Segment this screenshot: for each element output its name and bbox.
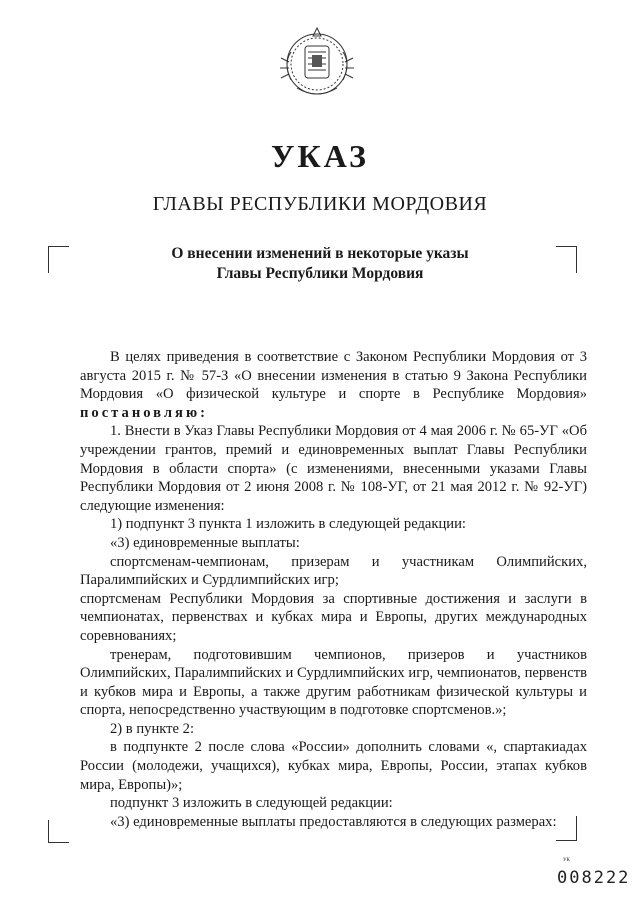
- paragraph-8: в подпункте 2 после слова «России» дополнить словами «, спартакиадах России (молодежи, учащихся), кубках мира, Европы, России, этапах кубков мира, Европы)»;: [80, 739, 587, 793]
- paragraph-3: «3) единовременные выплаты:: [110, 534, 300, 551]
- small-mark: УК: [563, 858, 570, 863]
- document-number-stamp: 008222: [557, 868, 631, 888]
- decree-heading: [0, 244, 640, 284]
- paragraph-1: 1. Внести в Указ Главы Республики Мордовия от 4 мая 2006 г. № 65-УГ «Об учреждении грантов, премий и единовременных выплат Главы Республики Мордовия в области спорта» (с изменениями, внесенными указами Главы Республики Мордовия от 2 июня 2008 г. № 108-УГ, от 21 мая 2012 г. № 92-УГ) следующие изменения:: [80, 423, 587, 514]
- paragraph-2: 1) подпункт 3 пункта 1 изложить в следующей редакции:: [110, 516, 466, 533]
- preamble-text: В целях приведения в соответствие с Законом Республики Мордовия от 3 августа 2015 г. № 57-З «О внесении изменения в статью 9 Закона Республики Мордовия «О физической культуре и спорте в Республике Мордовия»: [80, 349, 587, 403]
- paragraph-5: спортсменам Республики Мордовия за спортивные достижения и заслуги в чемпионатах, первенствах и кубках мира и Европы, других международных соревнованиях;: [80, 590, 587, 644]
- heading-line-1: О внесении изменений в некоторые указы: [171, 245, 469, 262]
- paragraph-10: «3) единовременные выплаты предоставляются в следующих размерах:: [110, 813, 557, 830]
- decree-title: УКАЗ: [271, 138, 369, 174]
- paragraph-4: спортсменам-чемпионам, призерам и участникам Олимпийских, Паралимпийских и Сурдлимпийских игр;: [80, 553, 587, 589]
- paragraph-7: 2) в пункте 2:: [110, 720, 195, 737]
- coat-of-arms-icon: [277, 22, 357, 104]
- paragraph-6: тренерам, подготовившим чемпионов, призеров и участников Олимпийских, Паралимпийских и Сурдлимпийских игр, чемпионатов, первенств и кубков мира и Европы, а также другим работникам физической культуры и спорта, непосредственно участвующим в подготовке спортсменов.»;: [80, 646, 587, 719]
- decree-issuer: ГЛАВЫ РЕСПУБЛИКИ МОРДОВИЯ: [152, 193, 488, 215]
- preamble-paragraph: [80, 348, 587, 422]
- heading-line-2: Главы Республики Мордовия: [216, 265, 424, 282]
- decree-body: [80, 348, 587, 831]
- corner-mark-bottom-left: [48, 820, 69, 843]
- preamble-verb: постановляю:: [80, 404, 208, 421]
- paragraph-9: подпункт 3 изложить в следующей редакции:: [110, 795, 393, 812]
